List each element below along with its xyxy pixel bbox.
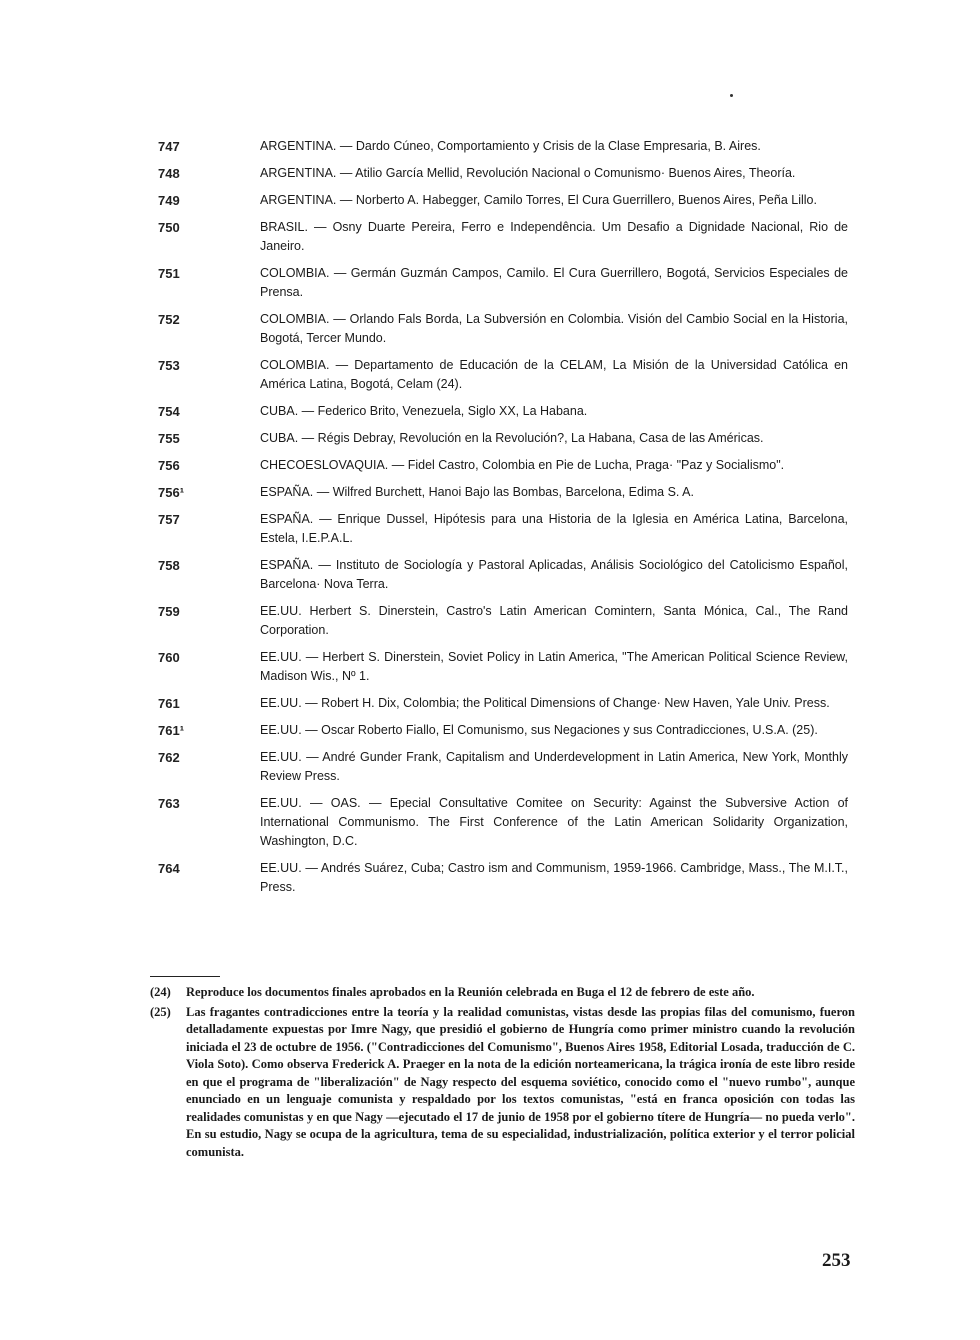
- entry-number: 758: [158, 558, 180, 573]
- entry-number: 763: [158, 796, 180, 811]
- entry-text: EE.UU. — André Gunder Frank, Capitalism and Underdevelopment in Latin America, New York, Monthly Review Press.: [260, 750, 848, 783]
- entry-number: 747: [158, 139, 180, 154]
- footnote-text: Reproduce los documentos finales aprobados en la Reunión celebrada en Buga el 12 de febrero de este año.: [186, 985, 755, 999]
- entry-text: ARGENTINA. — Dardo Cúneo, Comportamiento y Crisis de la Clase Empresaria, B. Aires.: [260, 139, 761, 153]
- entry-text: ESPAÑA. — Enrique Dussel, Hipótesis para una Historia de la Iglesia en América Latina, Barcelona, Estela, I.E.P.A.L.: [260, 512, 848, 545]
- footnote-mark: (25): [150, 1004, 171, 1019]
- bibliography-entry: [150, 602, 860, 640]
- entry-number: 761¹: [158, 723, 185, 738]
- entry-number: 748: [158, 166, 180, 181]
- entry-text: EE.UU. — Robert H. Dix, Colombia; the Political Dimensions of Change· New Haven, Yale Univ. Press.: [260, 696, 830, 710]
- entry-text: EE.UU. Herbert S. Dinerstein, Castro's Latin American Comintern, Santa Mónica, Cal., The Rand Corporation.: [260, 604, 848, 637]
- entry-number: 756: [158, 458, 180, 473]
- bibliography-entry: [150, 721, 860, 740]
- bibliography-entry: [150, 402, 860, 421]
- entry-text: ARGENTINA. — Atilio García Mellid, Revolución Nacional o Comunismo· Buenos Aires, Theoría.: [260, 166, 796, 180]
- bibliography-entry: [150, 264, 860, 302]
- page-number: 253: [822, 1250, 851, 1271]
- bibliography-entry: [150, 859, 860, 897]
- footnote: [150, 984, 855, 1002]
- entry-number: 753: [158, 358, 180, 373]
- entry-text: EE.UU. — Oscar Roberto Fiallo, El Comunismo, sus Negaciones y sus Contradicciones, U.S.A. (25).: [260, 723, 818, 737]
- entry-number: 761: [158, 696, 180, 711]
- bibliography-list: [150, 137, 860, 905]
- bibliography-entry: [150, 648, 860, 686]
- footnote-text: Las fragantes contradicciones entre la teoría y la realidad comunistas, vistas desde las propias filas del comunismo, fueron detalladamente expuestas por Imre Nagy, que presidió el gobierno de Hungría como primer ministro cuando la revolución iniciada el 23 de octubre de 1956. ("Contradicciones del Comunismo", Buenos Aires 1958, Editorial Losada, traducción de C. Viola Soto). Como observa Frederick A. Praeger en la nota de la edición norteamericana, la trágica ironía de este libro reside en que el programa de "liberalización" de Nagy respecto del esquema soviético, conocido como el "nuevo rumbo", aunque enunciado en un lenguaje comunista y respaldado por los textos comunistas, "está en franca oposición con todas las realidades comunistas y en que Nagy —ejecutado el 17 de junio de 1958 por el gobierno títere de Hungría— no pueda verlo". En su estudio, Nagy se ocupa de la agricultura, tema de su especialidad, industrialización, política exterior y el terror policial comunista.: [186, 1004, 855, 1159]
- footnote-separator: [150, 976, 220, 977]
- footnote-mark: (24): [150, 985, 171, 999]
- entry-text: EE.UU. — Andrés Suárez, Cuba; Castro ism and Communism, 1959-1966. Cambridge, Mass., The M.I.T., Press.: [260, 861, 848, 894]
- entry-text: COLOMBIA. — Departamento de Educación de la CELAM, La Misión de la Universidad Católica en América Latina, Bogotá, Celam (24).: [260, 358, 848, 391]
- entry-number: 749: [158, 193, 180, 208]
- entry-text: EE.UU. — Herbert S. Dinerstein, Soviet Policy in Latin America, "The American Political Science Review, Madison Wis., Nº 1.: [260, 650, 848, 683]
- footnote: [150, 1004, 855, 1162]
- entry-number: 759: [158, 604, 180, 619]
- footnotes: [150, 984, 855, 1163]
- entry-text: CUBA. — Régis Debray, Revolución en la Revolución?, La Habana, Casa de las Américas.: [260, 431, 764, 445]
- entry-number: 751: [158, 266, 180, 281]
- entry-number: 755: [158, 431, 180, 446]
- entry-text: ESPAÑA. — Wilfred Burchett, Hanoi Bajo las Bombas, Barcelona, Edima S. A.: [260, 485, 694, 499]
- bibliography-entry: [150, 356, 860, 394]
- bibliography-entry: [150, 191, 860, 210]
- entry-number: 757: [158, 512, 180, 527]
- entry-text: EE.UU. — OAS. — Epecial Consultative Comitee on Security: Against the Subversive Action of International Communismo. The First Conference of the Latin American Solidarity Organization, Washington, D.C.: [260, 796, 848, 848]
- entry-text: CHECOESLOVAQUIA. — Fidel Castro, Colombia en Pie de Lucha, Praga· "Paz y Socialismo".: [260, 458, 785, 472]
- bibliography-entry: [150, 218, 860, 256]
- entry-text: ARGENTINA. — Norberto A. Habegger, Camilo Torres, El Cura Guerrillero, Buenos Aires, Peña Lillo.: [260, 193, 817, 207]
- bibliography-entry: [150, 510, 860, 548]
- entry-text: COLOMBIA. — Germán Guzmán Campos, Camilo. El Cura Guerrillero, Bogotá, Servicios Especiales de Prensa.: [260, 266, 848, 299]
- entry-text: ESPAÑA. — Instituto de Sociología y Pastoral Aplicadas, Análisis Sociológico del Catolicismo Español, Barcelona· Nova Terra.: [260, 558, 848, 591]
- ink-speck: [730, 94, 733, 97]
- entry-text: BRASIL. — Osny Duarte Pereira, Ferro e Independência. Um Desafio a Dignidade Nacional, Rio de Janeiro.: [260, 220, 848, 253]
- bibliography-entry: [150, 483, 860, 502]
- entry-number: 760: [158, 650, 180, 665]
- bibliography-entry: [150, 748, 860, 786]
- entry-number: 764: [158, 861, 180, 876]
- bibliography-entry: [150, 794, 860, 851]
- bibliography-entry: [150, 456, 860, 475]
- entry-number: 756¹: [158, 485, 185, 500]
- entry-text: COLOMBIA. — Orlando Fals Borda, La Subversión en Colombia. Visión del Cambio Social en la Historia, Bogotá, Tercer Mundo.: [260, 312, 848, 345]
- bibliography-entry: [150, 694, 860, 713]
- entry-text: CUBA. — Federico Brito, Venezuela, Siglo XX, La Habana.: [260, 404, 588, 418]
- entry-number: 762: [158, 750, 180, 765]
- bibliography-entry: [150, 164, 860, 183]
- bibliography-entry: [150, 137, 860, 156]
- bibliography-entry: [150, 310, 860, 348]
- entry-number: 754: [158, 404, 180, 419]
- bibliography-entry: [150, 556, 860, 594]
- entry-number: 750: [158, 220, 180, 235]
- entry-number: 752: [158, 312, 180, 327]
- bibliography-entry: [150, 429, 860, 448]
